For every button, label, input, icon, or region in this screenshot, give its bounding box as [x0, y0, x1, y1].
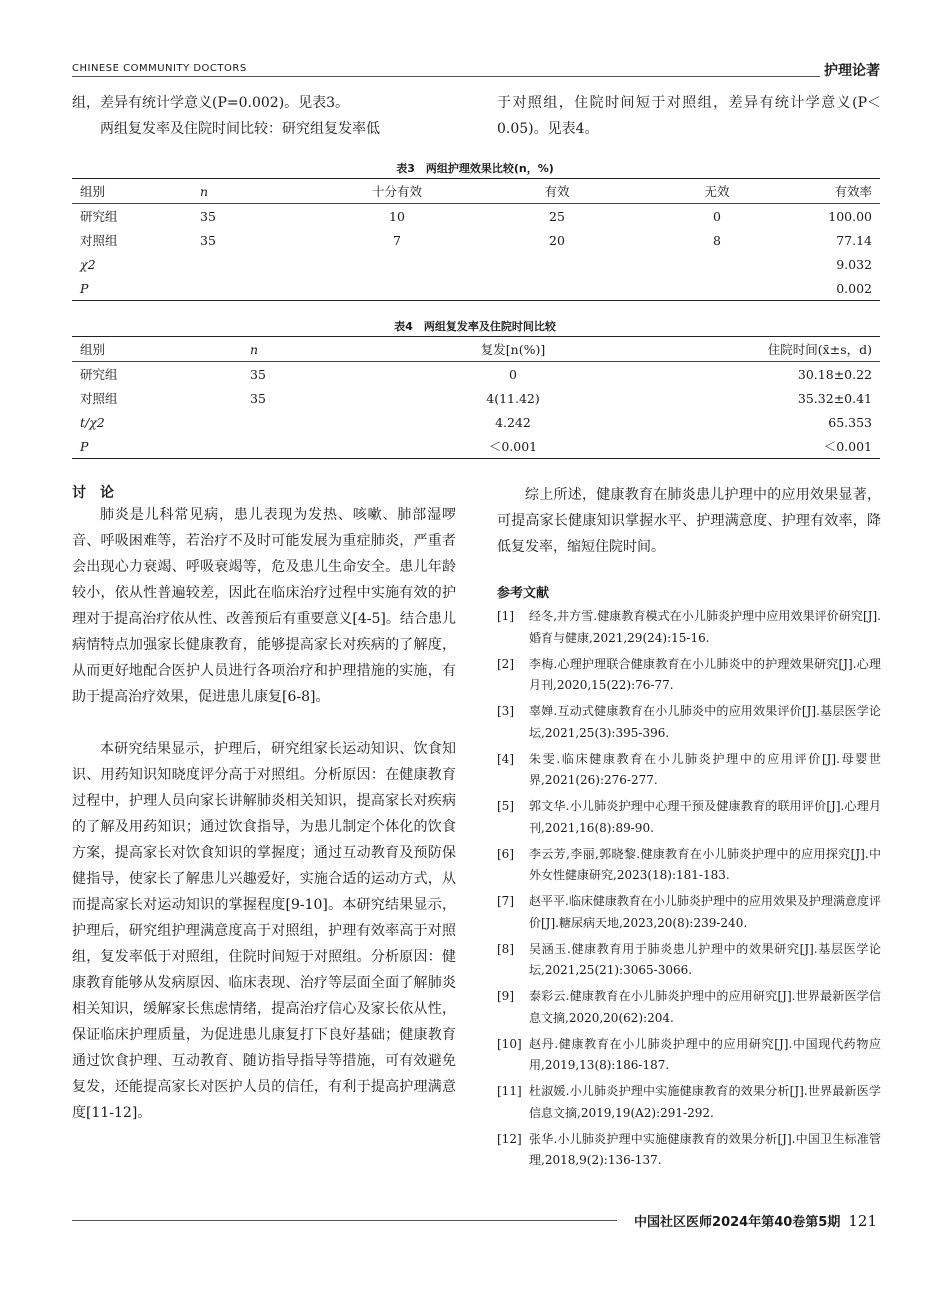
table-cell: 0 — [509, 366, 517, 382]
reference-text: 泰彩云.健康教育在小儿肺炎护理中的应用研究[J].世界最新医学信息文摘,2020,20(62):204. — [529, 989, 881, 1025]
reference-item — [497, 844, 881, 887]
journal-name-header: CHINESE COMMUNITY DOCTORS — [72, 63, 247, 74]
table-row — [72, 228, 880, 252]
table-cell — [192, 276, 322, 301]
reference-item — [497, 1129, 881, 1172]
table-cell: 35 — [250, 390, 266, 406]
reference-number: [5] — [497, 799, 514, 813]
table-cell: ＜0.001 — [823, 439, 872, 454]
table4-header-row — [72, 337, 880, 362]
table-cell — [242, 410, 392, 434]
table-cell — [192, 252, 322, 276]
table-cell: 0 — [713, 208, 721, 224]
reference-item — [497, 796, 881, 839]
reference-text: 赵平平.临床健康教育在小儿肺炎护理中的应用效果及护理满意度评价[J].糖尿病天地,2023,20(8):239-240. — [529, 894, 881, 930]
references-title: 参考文献 — [497, 586, 550, 601]
table-cell: 4.242 — [495, 414, 531, 430]
table-cell — [322, 252, 472, 276]
reference-text: 杜淑媛.小儿肺炎护理中实施健康教育的效果分析[J].世界最新医学信息文摘,2019,19(A2):291-292. — [529, 1084, 881, 1120]
table-cell: t/χ2 — [80, 414, 105, 430]
table-cell: 100.00 — [828, 208, 872, 224]
table-row — [72, 276, 880, 301]
table4-caption: 表4 两组复发率及住院时间比较 — [394, 320, 556, 333]
table3-header-row — [72, 179, 880, 204]
table-cell: 0.002 — [836, 280, 872, 296]
table-cell: 77.14 — [836, 232, 872, 248]
table-cell — [642, 252, 792, 276]
reference-number: [11] — [497, 1084, 522, 1098]
reference-text: 张华.小儿肺炎护理中实施健康教育的效果分析[J].中国卫生标准管理,2018,9(2):136-137. — [529, 1131, 881, 1167]
reference-number: [4] — [497, 751, 514, 766]
table-row — [72, 434, 880, 459]
reference-number: [7] — [497, 894, 514, 908]
table-cell: 4(11.42) — [486, 390, 540, 406]
top-right-paragraph: 于对照组，住院时间短于对照组，差异有统计学意义(P＜0.05)。见表4。 — [497, 95, 881, 137]
table3-header-cell: 组别 — [80, 184, 106, 199]
reference-number: [1] — [497, 609, 514, 623]
reference-number: [8] — [497, 941, 514, 956]
table-cell — [472, 276, 642, 301]
discussion-title: 讨 论 — [72, 485, 114, 501]
reference-number: [2] — [497, 656, 514, 671]
header-rule — [72, 76, 820, 77]
table-cell: 35 — [200, 208, 216, 224]
table-cell: 对照组 — [80, 233, 118, 248]
reference-text: 赵丹.健康教育在小儿肺炎护理中的应用研究[J].中国现代药物应用,2019,13(8):186-187. — [529, 1036, 881, 1072]
table3-header-cell: 十分有效 — [371, 184, 422, 199]
table-row — [72, 386, 880, 410]
table-cell — [472, 252, 642, 276]
reference-item — [497, 654, 881, 697]
table-cell: P — [80, 280, 89, 296]
table3-header-cell: n — [200, 183, 209, 199]
reference-text: 朱雯.临床健康教育在小儿肺炎护理中的应用评价[J].母婴世界,2021(26):276-277. — [529, 751, 881, 787]
table-cell: 25 — [549, 208, 565, 224]
section-label: 护理论著 — [824, 63, 880, 79]
reference-item — [497, 606, 881, 649]
table-cell: 20 — [549, 232, 565, 248]
table-cell — [242, 434, 392, 459]
page-number: 121 — [848, 1212, 877, 1230]
reference-text: 李梅.心理护理联合健康教育在小儿肺炎中的护理效果研究[J].心理月刊,2020,15(22):76-77. — [529, 656, 881, 692]
table-cell — [322, 276, 472, 301]
table4-header-cell: 复发[n(%)] — [480, 342, 546, 357]
table-cell: 研究组 — [80, 367, 118, 382]
top-left-paragraph-1: 组，差异有统计学意义(P=0.002)。见表3。 — [72, 95, 350, 111]
table3-header-cell: 无效 — [704, 184, 730, 199]
reference-text: 辜婵.互动式健康教育在小儿肺炎中的应用效果评价[J].基层医学论坛,2021,25(3):395-396. — [529, 704, 881, 740]
table-cell: χ2 — [80, 256, 96, 272]
table-cell: 30.18±0.22 — [797, 366, 872, 382]
reference-text: 经冬,井方雪.健康教育模式在小儿肺炎护理中应用效果评价研究[J].婚育与健康,2021,29(24):15-16. — [529, 609, 881, 645]
table4-header-cell: 组别 — [80, 342, 106, 357]
reference-item — [497, 749, 881, 792]
table3-caption: 表3 两组护理效果比较(n，%) — [396, 162, 554, 175]
reference-item — [497, 939, 881, 982]
table4-header-cell: n — [250, 341, 259, 357]
page-footer — [634, 1211, 877, 1230]
reference-text: 郭文华.小儿肺炎护理中心理干预及健康教育的联用评价[J].心理月刊,2021,16(8):89-90. — [529, 799, 881, 835]
reference-text: 李云芳,李丽,郭晓黎.健康教育在小儿肺炎护理中的应用探究[J].中外女性健康研究,2023(18):181-183. — [529, 846, 881, 882]
reference-item — [497, 701, 881, 744]
table-cell: 研究组 — [80, 209, 118, 224]
table-cell — [642, 276, 792, 301]
table3-header-cell: 有效率 — [834, 184, 872, 199]
table-cell: 35 — [200, 232, 216, 248]
table-cell: 10 — [389, 208, 405, 224]
table-cell: 35 — [250, 366, 266, 382]
table-cell: 9.032 — [836, 256, 872, 272]
top-left-paragraph-2: 两组复发率及住院时间比较：研究组复发率低 — [100, 121, 380, 137]
reference-list — [497, 606, 881, 1176]
table3 — [72, 178, 880, 301]
reference-item — [497, 891, 881, 934]
table-cell: 35.32±0.41 — [797, 390, 872, 406]
discussion-paragraph-1: 肺炎是儿科常见病，患儿表现为发热、咳嗽、肺部湿啰音、呼吸困难等，若治疗不及时可能发展为重症肺炎，严重者会出现心力衰竭、呼吸衰竭等，危及患儿生命安全。患儿年龄较小，依从性普遍较差，因此在临床治疗过程中实施有效的护理对于提高治疗依从性、改善预后有重要意义[4-5]。结合患儿病情特点加强家长健康教育，能够提高家长对疾病的了解度，从而更好地配合医护人员进行各项治疗和护理措施的实施，有助于提高治疗效果，促进患儿康复[6-8]。 — [72, 507, 456, 705]
table-row — [72, 362, 880, 387]
footer-rule — [72, 1220, 617, 1221]
reference-item — [497, 986, 881, 1029]
reference-number: [9] — [497, 989, 514, 1003]
discussion-paragraph-2: 本研究结果显示，护理后，研究组家长运动知识、饮食知识、用药知识知晓度评分高于对照组。分析原因：在健康教育过程中，护理人员向家长讲解肺炎相关知识，提高家长对疾病的了解及用药知识；通过饮食指导，为患儿制定个体化的饮食方案，提高家长对饮食知识的掌握度；通过互动教育及预防保健指导，使家长了解患儿兴趣爱好，实施合适的运动方式，从而提高家长对运动知识的掌握程度[9-10]。本研究结果显示，护理后，研究组护理满意度高于对照组，护理有效率高于对照组，复发率低于对照组，住院时间短于对照组。分析原因：健康教育能够从发病原因、临床表现、治疗等层面全面了解肺炎相关知识，缓解家长焦虑情绪，提高治疗信心及家长依从性，保证临床护理质量，为促进患儿康复打下良好基础；健康教育通过饮食护理、互动教育、随访指导指导等措施，可有效避免复发，还能提高家长对医护人员的信任，有利于提高护理满意度[11-12]。 — [72, 741, 456, 1121]
reference-text: 吴涵玉.健康教育用于肺炎患儿护理中的效果研究[J].基层医学论坛,2021,25(21):3065-3066. — [529, 941, 881, 977]
table-cell: P — [80, 438, 89, 454]
conclusion-paragraph: 综上所述，健康教育在肺炎患儿护理中的应用效果显著，可提高家长健康知识掌握水平、护理满意度、护理有效率，降低复发率，缩短住院时间。 — [497, 487, 881, 555]
table4 — [72, 336, 880, 459]
table3-header-cell: 有效 — [544, 184, 570, 199]
table-cell: ＜0.001 — [488, 439, 538, 454]
footer-journal-issue: 中国社区医师2024年第40卷第5期 — [634, 1215, 841, 1230]
reference-item — [497, 1034, 881, 1077]
reference-number: [12] — [497, 1131, 522, 1146]
table-row — [72, 252, 880, 276]
table-cell: 65.353 — [828, 414, 872, 430]
reference-number: [10] — [497, 1036, 522, 1051]
table-row — [72, 410, 880, 434]
table4-header-cell: 住院时间(x̄±s，d) — [767, 342, 872, 357]
table-cell: 对照组 — [80, 391, 118, 406]
reference-item — [497, 1081, 881, 1124]
reference-number: [6] — [497, 846, 514, 861]
table-cell: 7 — [393, 232, 401, 248]
table-row — [72, 204, 880, 229]
table-cell: 8 — [713, 232, 721, 248]
reference-number: [3] — [497, 704, 514, 718]
